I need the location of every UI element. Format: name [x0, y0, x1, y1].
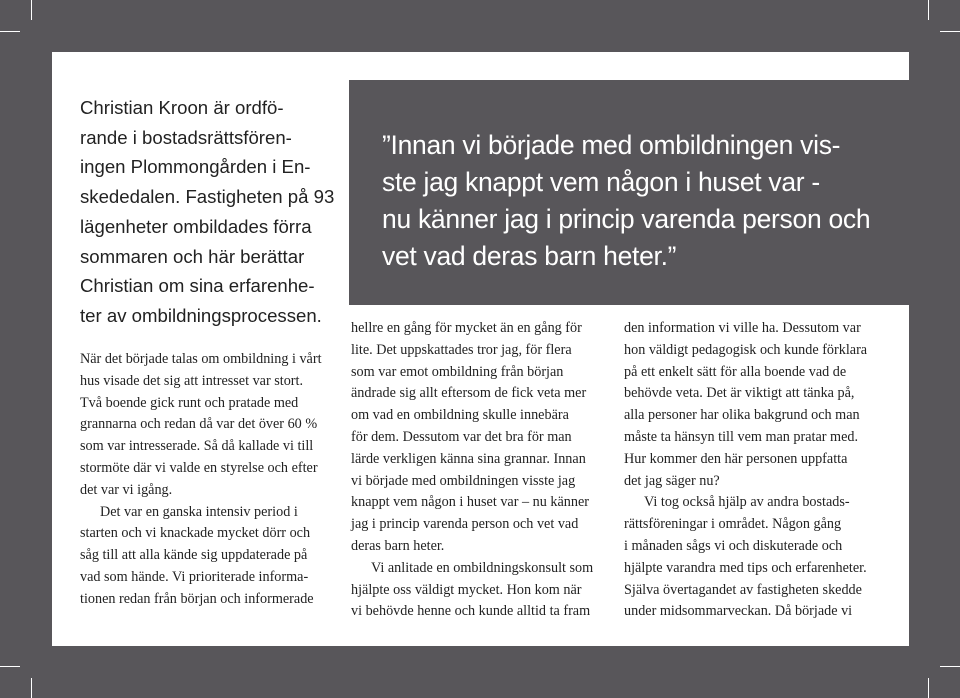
text-line: deras barn heter.	[351, 537, 445, 554]
crop-mark	[928, 678, 929, 698]
intro-line: sommaren och här berättar	[80, 245, 305, 267]
paragraph	[80, 349, 342, 502]
text-line: starten och vi knackade mycket dörr och	[80, 525, 311, 542]
intro-line: skededalen. Fastigheten på 93	[80, 186, 335, 208]
text-line: Hur kommer den här personen uppfatta	[624, 450, 848, 467]
text-line: på ett enkelt sätt för alla boende vad de	[624, 363, 847, 380]
body-column-3	[624, 318, 892, 623]
intro-line: Christian om sina erfarenhe-	[80, 275, 315, 297]
text-line: hus visade det sig att intresset var stort.	[80, 372, 304, 389]
text-line: Själva övertagandet av fastigheten skedde	[624, 581, 862, 598]
text-line: som var emot ombildning från början	[351, 363, 564, 380]
text-line: under midsommarveckan. Då började vi	[624, 603, 853, 620]
text-line: som var intresserade. Så då kallade vi till	[80, 438, 314, 455]
text-line: hellre en gång för mycket än en gång för	[351, 320, 582, 336]
text-line: grannarna och redan då var det över 60 %	[80, 416, 318, 433]
text-line: såg till att alla kände sig uppdaterade på	[80, 547, 308, 564]
body-column-1	[80, 349, 342, 611]
text-line: det var vi igång.	[80, 481, 173, 498]
intro-lead	[80, 93, 342, 331]
intro-line: ingen Plommongården i En-	[80, 156, 311, 178]
pull-quote	[382, 127, 897, 275]
intro-line: ter av ombildningsprocessen.	[80, 304, 322, 326]
paragraph	[80, 502, 342, 611]
text-line: ändrade sig allt eftersom de fick veta mer	[351, 385, 587, 402]
text-line: alla personer har olika bakgrund och man	[624, 407, 860, 424]
pull-quote-line: nu känner jag i princip varenda person och	[382, 204, 871, 234]
paragraph	[351, 558, 613, 623]
text-line: måste ta hänsyn till vem man pratar med.	[624, 428, 859, 445]
paragraph	[624, 492, 892, 623]
paragraph	[351, 318, 613, 558]
crop-mark	[928, 0, 929, 20]
intro-line: lägenheter ombildades förra	[80, 215, 312, 237]
text-line: jag i princip varenda person och vet vad	[351, 516, 579, 533]
text-line: Vi anlitade en ombildningskonsult som	[371, 559, 594, 576]
pull-quote-line: ”Innan vi började med ombildningen vis-	[382, 130, 841, 160]
crop-mark	[0, 666, 20, 667]
text-line: det jag säger nu?	[624, 472, 720, 489]
text-line: i månaden sågs vi och diskuterade och	[624, 537, 843, 554]
text-line: hon väldigt pedagogisk och kunde förklara	[624, 341, 868, 358]
intro-line: Christian Kroon är ordfö-	[80, 97, 284, 118]
text-line: om vad en ombildning skulle innebära	[351, 407, 569, 424]
text-line: vi började med ombildningen visste jag	[351, 472, 576, 489]
text-line: tionen redan från början och informerade	[80, 590, 314, 607]
crop-mark	[31, 678, 32, 698]
crop-mark	[940, 31, 960, 32]
text-line: den information vi ville ha. Dessutom var	[624, 320, 861, 336]
text-line: lärde verkligen känna sina grannar. Innan	[351, 450, 586, 467]
text-line: hjälpte oss väldigt mycket. Hon kom när	[351, 581, 582, 598]
pull-quote-line: ste jag knappt vem någon i huset var -	[382, 167, 820, 197]
text-line: När det började talas om ombildning i vårt	[80, 351, 322, 367]
text-line: behövde veta. Det är viktigt att tänka på,	[624, 385, 855, 402]
text-line: knappt vem någon i huset var – nu känner	[351, 494, 589, 511]
crop-mark	[940, 666, 960, 667]
text-line: rättsföreningar i området. Någon gång	[624, 516, 842, 533]
body-column-2	[351, 318, 613, 623]
text-line: Det var en ganska intensiv period i	[100, 503, 298, 520]
intro-line: rande i bostadsrättsfören-	[80, 126, 292, 148]
paragraph	[624, 318, 892, 492]
text-line: Vi tog också hjälp av andra bostads-	[644, 494, 850, 511]
text-line: vi behövde henne och kunde alltid ta fram	[351, 603, 591, 620]
text-line: vad som hände. Vi prioriterade informa-	[80, 568, 309, 585]
crop-mark	[0, 31, 20, 32]
crop-mark	[31, 0, 32, 20]
text-line: Två boende gick runt och pratade med	[80, 394, 299, 411]
text-line: hjälpte varandra med tips och erfarenheter.	[624, 559, 867, 576]
text-line: för dem. Dessutom var det bra för man	[351, 428, 572, 445]
text-line: lite. Det uppskattades tror jag, för flera	[351, 341, 572, 358]
pull-quote-line: vet vad deras barn heter.”	[382, 241, 677, 271]
text-line: stormöte där vi valde en styrelse och efter	[80, 459, 318, 476]
